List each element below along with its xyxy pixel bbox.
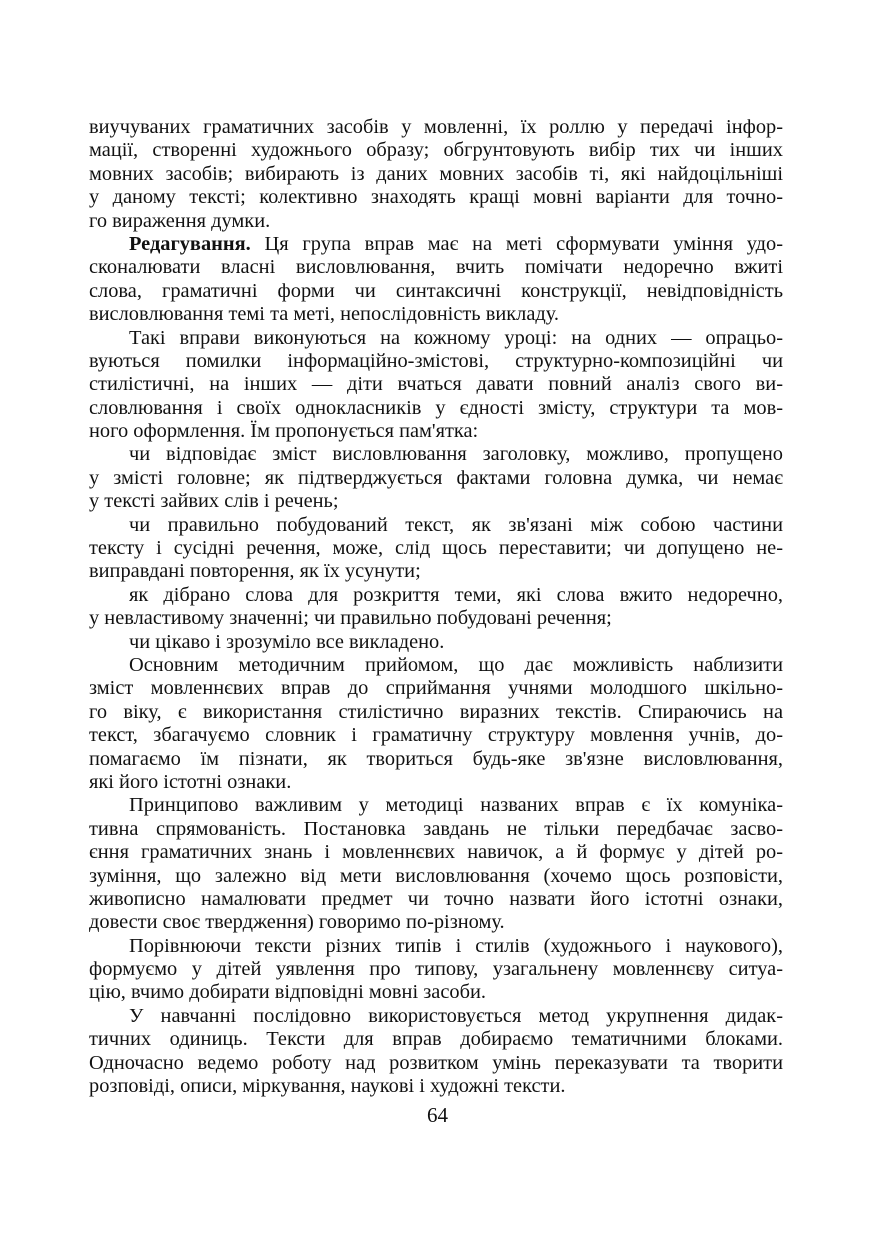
line-text: го віку, є використання стилістично виразних текстів. Спираючись на: [89, 700, 783, 723]
line-text: як дібрано слова для розкриття теми, які слова вжито недоречно,: [129, 583, 783, 606]
line-text: виучуваних граматичних засобів у мовленні, їх роллю у передачі інфор-: [89, 116, 783, 138]
line-text: чи правильно побудований текст, як зв'язані між собою частини: [129, 513, 783, 536]
text-line: [89, 116, 783, 139]
line-text: Основним методичним прийомом, що дає можливість наблизити: [129, 653, 783, 676]
text-line: [89, 514, 783, 537]
line-text: у невластивому значенні; чи правильно побудовані речення;: [89, 607, 612, 630]
text-line: [89, 911, 783, 934]
line-text: словлювання і своїх однокласників у єдності змісту, структури та мов-: [89, 396, 783, 419]
text-line: [89, 841, 783, 864]
text-line: [89, 327, 783, 350]
line-text: єння граматичних знань і мовленнєвих навичок, а й формує у дітей ро-: [89, 841, 783, 864]
text-line: [89, 1075, 783, 1098]
line-text: зуміння, що залежно від мети висловлювання (хочемо щось розповісти,: [89, 864, 783, 887]
line-text: у тексті зайвих слів і речень;: [89, 490, 339, 513]
text-line: [89, 233, 783, 256]
text-line: [89, 631, 783, 654]
text-line: [89, 256, 783, 279]
text-line: [89, 771, 783, 794]
text-line: [89, 607, 783, 630]
line-text: чи відповідає зміст висловлювання заголовку, можливо, пропущено: [129, 443, 783, 466]
text-line: [89, 794, 783, 817]
text-line: [89, 467, 783, 490]
line-text: виправдані повторення, як їх усунути;: [89, 560, 421, 583]
line-text: Порівнюючи тексти різних типів і стилів (художнього і наукового),: [129, 934, 783, 957]
text-line: [89, 724, 783, 747]
text-line: [89, 865, 783, 888]
bold-term: Редагування.: [129, 232, 251, 255]
line-text: Ця група вправ має на меті сформувати уміння удо-: [250, 232, 783, 255]
line-text: вуються помилки інформаційно-змістові, структурно-композиційні чи: [89, 349, 783, 372]
text-line: [89, 186, 783, 209]
line-text: сконалювати власні висловлювання, вчить помічати недоречно вжиті: [89, 256, 783, 279]
text-line: [89, 654, 783, 677]
text-line: [89, 139, 783, 162]
text-line: [89, 958, 783, 981]
text-line: [89, 677, 783, 700]
line-text: мації, створенні художнього образу; обгрунтовують вибір тих чи інших: [89, 139, 783, 162]
line-text: довести своє твердження) говоримо по-різному.: [89, 911, 505, 934]
line-text: зміст мовленнєвих вправ до сприймання учнями молодшого шкільно-: [89, 677, 783, 700]
text-line: [89, 490, 783, 513]
line-text: стилістичні, на інших — діти вчаться давати повний аналіз свого ви-: [89, 373, 783, 396]
line-text: текст, збагачуємо словник і граматичну структуру мовлення учнів, до-: [89, 724, 783, 747]
line-text: розповіді, описи, міркування, наукові і художні тексти.: [89, 1075, 566, 1098]
line-text: у даному тексті; колективно знаходять кращі мовні варіанти для точно-: [89, 186, 783, 209]
line-text: тексту і сусідні речення, може, слід щось переставити; чи допущено не-: [89, 537, 783, 560]
text-line: [89, 1052, 783, 1075]
text-line: [89, 1005, 783, 1028]
line-text: у змісті головне; як підтверджується фактами головна думка, чи немає: [89, 466, 783, 489]
text-line: [89, 280, 783, 303]
line-text: цію, вчимо добирати відповідні мовні засоби.: [89, 981, 486, 1004]
text-line: [89, 981, 783, 1004]
text-line: [89, 420, 783, 443]
line-text: висловлювання темі та меті, непослідовність викладу.: [89, 303, 559, 326]
line-text: формуємо у дітей уявлення про типову, узагальнену мовленнєву ситуа-: [89, 958, 783, 981]
line-text: Одночасно ведемо роботу над розвитком умінь переказувати та творити: [89, 1051, 783, 1074]
line-text: чи цікаво і зрозуміло все викладено.: [129, 630, 445, 653]
line-text: Принципово важливим у методиці названих вправ є їх комуніка-: [129, 794, 783, 817]
line-text: слова, граматичні форми чи синтаксичні конструкції, невідповідність: [89, 279, 783, 302]
text-line: [89, 303, 783, 326]
text-line: [89, 888, 783, 911]
text-line: [89, 397, 783, 420]
text-line: [89, 163, 783, 186]
line-text: тичних одиниць. Тексти для вправ добираємо тематичними блоками.: [89, 1028, 783, 1051]
text-line: [89, 210, 783, 233]
line-text: го вираження думки.: [89, 209, 271, 232]
line-text: які його істотні ознаки.: [89, 770, 292, 793]
line-text: Такі вправи виконуються на кожному уроці: на одних — опрацьо-: [129, 326, 783, 349]
text-line: [89, 1028, 783, 1051]
line-text: помагаємо їм пізнати, як твориться будь-яке зв'язне висловлювання,: [89, 747, 783, 770]
line-text: У навчанні послідовно використовується метод укрупнення дидак-: [129, 1004, 783, 1027]
line-text: мовних засобів; вибирають із даних мовних засобів ті, які найдоцільніші: [89, 162, 783, 185]
line-text: ного оформлення. Їм пропонується пам'ятка:: [89, 420, 479, 443]
line-text: живописно намалювати предмет чи точно назвати його істотні ознаки,: [89, 887, 783, 910]
page-number: 64: [427, 1103, 448, 1127]
text-line: [89, 560, 783, 583]
body-text: [89, 116, 783, 1098]
text-line: [89, 818, 783, 841]
line-text: тивна спрямованість. Постановка завдань не тільки передбачає засво-: [89, 817, 783, 840]
text-line: [89, 350, 783, 373]
text-line: [89, 537, 783, 560]
text-line: [89, 443, 783, 466]
text-line: [89, 748, 783, 771]
text-line: [89, 373, 783, 396]
text-line: [89, 701, 783, 724]
text-line: [89, 584, 783, 607]
text-line: [89, 935, 783, 958]
